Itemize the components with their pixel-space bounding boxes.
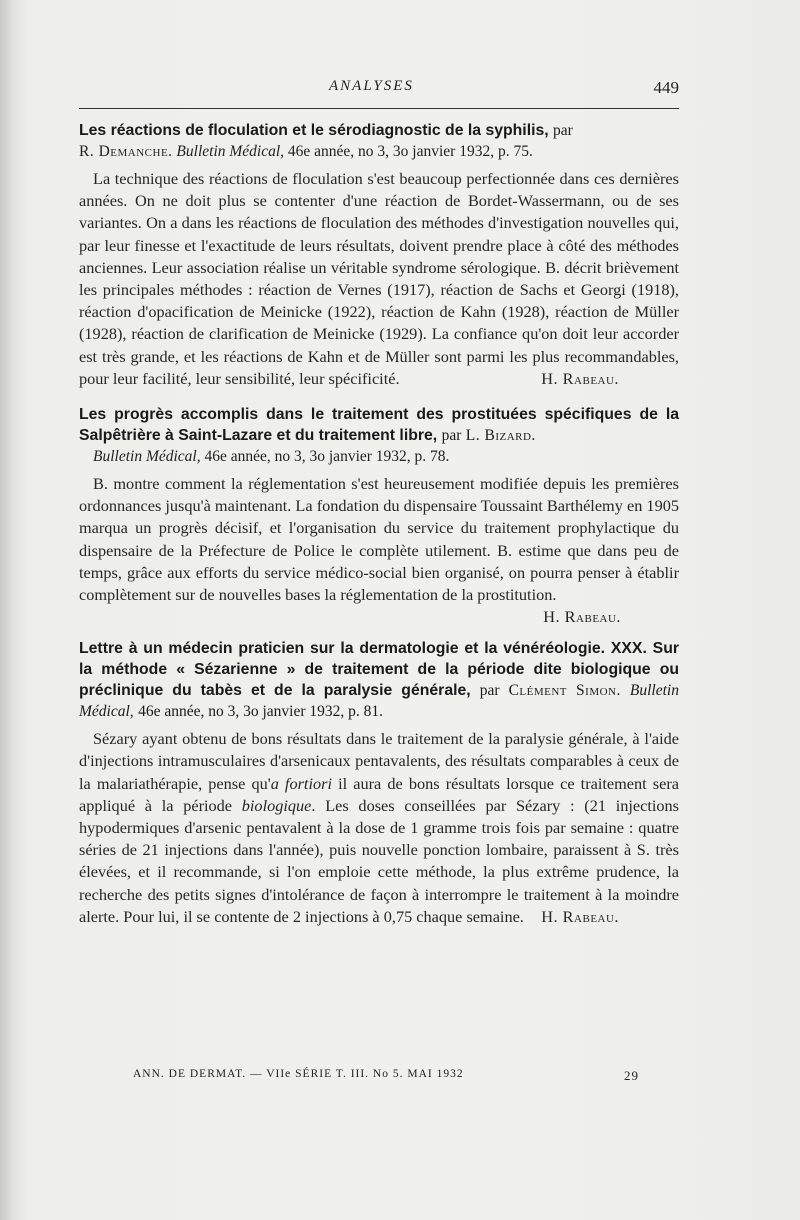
article-title-text: Les réactions de floculation et le sérodiagnostic de la syphilis, [79, 122, 549, 139]
article [79, 638, 679, 928]
article-details: 46e année, no 3, 3o janvier 1932, p. 75. [287, 143, 533, 160]
article-title [79, 120, 679, 141]
article-journal: Bulletin Médical, [176, 143, 285, 160]
article-author: R. Demanche. [79, 143, 173, 160]
article-signature: H. Rabeau. [541, 368, 619, 388]
article [79, 404, 679, 628]
article-journal: Bulletin Médical, [93, 448, 201, 466]
running-header [79, 78, 679, 100]
article-body-text-b: il aura de bons résultats lorsque ce traitement sera appliqué à la période [79, 773, 680, 815]
article-body [79, 728, 679, 928]
header-rule [79, 108, 679, 109]
article-title-text: Les progrès accomplis dans le traitement des prostituées spécifiques de la Salpêtrière à Saint-Lazare et du traitement libre, [79, 406, 679, 445]
article-by: par [479, 682, 500, 700]
article-by: par [553, 122, 573, 139]
article-title-text: Lettre à un médecin praticien sur la dermatologie et la vénéréologie. XXX. Sur la méthode « Sézarienne » de traitement de la période dite biologique ou préclinique du tabès et de la paralysie générale, [79, 640, 679, 700]
article-body-text-c: . Les doses conseillées par Sézary : (21 injections hypodermiques d'arsenic pentavalent à la dose de 1 gramme trois fois par semaine : quatre séries de 21 injections dans l'année), puis nouvelle ponction lombaire, paraissent à S. très élevées, et il recommande, si l'on emploie cette méthode, la plus extrême prudence, la recherche des petits signes d'intolérance de façon à interrompre le traitement à la moindre alerte. Pour lui, il se contente de 2 injections à 0,75 chaque semaine. [79, 795, 680, 926]
article-journal: Bulletin Médical, [79, 682, 679, 721]
article-body: B. montre comment la réglementation s'est heureusement modifiée depuis les premières ordonnances jusqu'à maintenant. La fondation du dispensaire Toussaint Barthélemy en 1905 marqua un progrès décisif, et l'organisation du service du traitement prophylactique du dispensaire de la Préfecture de Police le complète utilement. B. estime que dans peu de temps, grâce aux efforts du service médico-social bien organisé, on pourra penser à établir complètement sur de nouvelles bases la réglementation de la prostitution. [79, 474, 679, 605]
article-details: 46e année, no 3, 3o janvier 1932, p. 78. [204, 448, 450, 466]
article-reference [79, 446, 679, 467]
article-title [79, 638, 679, 722]
article-title [79, 404, 679, 446]
article-body-text-a: Sézary ayant obtenu de bons résultats dans le traitement de la paralysie générale, à l'aide d'injections intramusculaires d'arsenicaux pentavalents, des résultats comparables à ceux de la malariathérapie, pense qu' [79, 729, 679, 793]
article-author: L. Bizard. [465, 427, 536, 445]
article [79, 120, 679, 390]
article-body [79, 168, 679, 390]
article-body-text: La technique des réactions de floculation s'est beaucoup perfectionnée dans ces dernières années. On ne doit plus se contenter d'une réaction de Bordet-Wassermann, ou de ses variantes. On a dans les réactions de floculation des méthodes d'investigation nouvelles qui, par leur finesse et l'exactitude de leurs résultats, doivent prendre place à côté des méthodes anciennes. Leur association réalise un véritable syndrome sérologique. B. décrit brièvement les principales méthodes : réaction de Vernes (1917), réaction de Sachs et Georgi (1918), réaction d'opacification de Meinicke (1922), réaction de Kahn (1928), réaction de Müller (1928), réaction de clarification de Meinicke (1929). La confiance qu'on doit leur accorder est très grande, et les réactions de Kahn et de Müller sont parmi les plus recommandables, pour leur facilité, leur sensibilité, leur spécificité. [79, 169, 679, 388]
page-number: 449 [653, 78, 679, 97]
article-list [79, 120, 679, 928]
article-author: Clément Simon. [508, 682, 621, 700]
article-details: 46e année, no 3, 3o janvier 1932, p. 81. [138, 703, 383, 721]
article-reference [79, 141, 679, 162]
page-footer [79, 1068, 679, 1086]
running-title: ANALYSES [329, 78, 414, 94]
footer-journal-line: ANN. DE DERMAT. — VIIe SÉRIE T. III. No 5. MAI 1932 [133, 1068, 464, 1080]
article-body-emphasis: a fortiori [270, 773, 332, 793]
article-body-emphasis: biologique [241, 795, 312, 815]
article-by: par [441, 427, 462, 445]
article-signature: H. Rabeau. [543, 607, 621, 627]
footer-sheet-number: 29 [624, 1068, 639, 1083]
article-signature: H. Rabeau. [541, 906, 619, 926]
